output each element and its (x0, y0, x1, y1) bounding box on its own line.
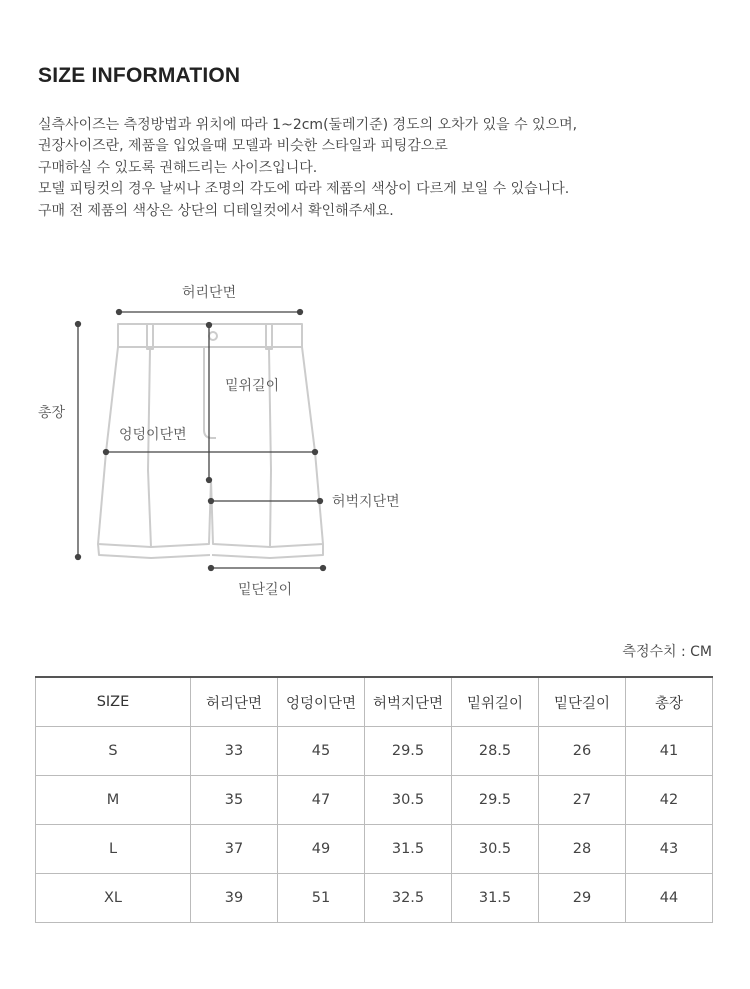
hem-label: 밑단길이 (238, 582, 293, 598)
column-header: SIZE (36, 677, 191, 727)
shorts-outline (98, 347, 323, 547)
measure-endpoint (117, 310, 122, 315)
belt-loop (147, 324, 153, 349)
table-cell: XL (36, 874, 191, 923)
table-cell: 29.5 (452, 776, 539, 825)
table-cell: 33 (191, 727, 278, 776)
measure-endpoint (298, 310, 303, 315)
fly-stitch (204, 348, 216, 438)
table-header-row (36, 677, 713, 727)
note-line: 구매하실 수 있도록 권해드리는 사이즈입니다. (38, 159, 318, 176)
table-cell: 44 (626, 874, 713, 923)
measure-endpoint (207, 323, 212, 328)
note-line: 권장사이즈란, 제품을 입었을때 모델과 비슷한 스타일과 피팅감으로 (38, 138, 448, 155)
table-cell: 32.5 (365, 874, 452, 923)
column-header: 허벅지단면 (365, 677, 452, 727)
note-line: 모델 피팅컷의 경우 날씨나 조명의 각도에 따라 제품의 색상이 다르게 보일 수 있습니다. (38, 181, 570, 198)
measure-endpoint (76, 322, 81, 327)
column-header: 엉덩이단면 (278, 677, 365, 727)
measure-endpoint (207, 478, 212, 483)
table-cell: 41 (626, 727, 713, 776)
table-cell: 39 (191, 874, 278, 923)
table-cell: 30.5 (452, 825, 539, 874)
thigh-label: 허벅지단면 (332, 494, 400, 510)
table-row (36, 874, 713, 923)
table-cell: S (36, 727, 191, 776)
table-row (36, 825, 713, 874)
waist-label: 허리단면 (182, 285, 237, 301)
column-header: 허리단면 (191, 677, 278, 727)
column-header: 밑위길이 (452, 677, 539, 727)
hip-label: 엉덩이단면 (119, 427, 187, 443)
belt-loop (266, 324, 272, 349)
table-cell: 45 (278, 727, 365, 776)
table-cell: 35 (191, 776, 278, 825)
note-line: 실측사이즈는 측정방법과 위치에 따라 1~2cm(둘레기준) 경도의 오차가 있을 수 있으며, (38, 117, 578, 133)
measure-endpoint (318, 499, 323, 504)
table-cell: 29.5 (365, 727, 452, 776)
table-cell: 42 (626, 776, 713, 825)
shorts-illustration (0, 270, 750, 610)
table-row (36, 776, 713, 825)
measure-endpoint (313, 450, 318, 455)
table-cell: 28 (539, 825, 626, 874)
table-cell: 27 (539, 776, 626, 825)
table-cell: 30.5 (365, 776, 452, 825)
table-row (36, 727, 713, 776)
table-cell: 49 (278, 825, 365, 874)
column-header: 총장 (626, 677, 713, 727)
table-cell: 26 (539, 727, 626, 776)
table-cell: 47 (278, 776, 365, 825)
size-notes (38, 115, 718, 222)
note-line: 구매 전 제품의 색상은 상단의 디테일컷에서 확인해주세요. (38, 202, 394, 219)
table-cell: 31.5 (452, 874, 539, 923)
rise-label: 밑위길이 (225, 378, 280, 394)
unit-label: 측정수치 : CM (622, 644, 712, 660)
total-length-label: 총장 (38, 405, 66, 421)
table-cell: 37 (191, 825, 278, 874)
measure-endpoint (321, 566, 326, 571)
table-cell: 31.5 (365, 825, 452, 874)
table-cell: L (36, 825, 191, 874)
table-cell: 51 (278, 874, 365, 923)
measure-endpoint (76, 555, 81, 560)
size-table (35, 676, 713, 923)
page-title: SIZE INFORMATION (38, 64, 241, 87)
measure-endpoint (209, 499, 214, 504)
table-cell: 29 (539, 874, 626, 923)
measure-endpoint (209, 566, 214, 571)
left-crease (148, 349, 151, 547)
measure-endpoint (104, 450, 109, 455)
button-detail (209, 332, 217, 340)
table-cell: 43 (626, 825, 713, 874)
table-cell: M (36, 776, 191, 825)
table-cell: 28.5 (452, 727, 539, 776)
column-header: 밑단길이 (539, 677, 626, 727)
shorts-measurement-diagram (0, 270, 750, 610)
